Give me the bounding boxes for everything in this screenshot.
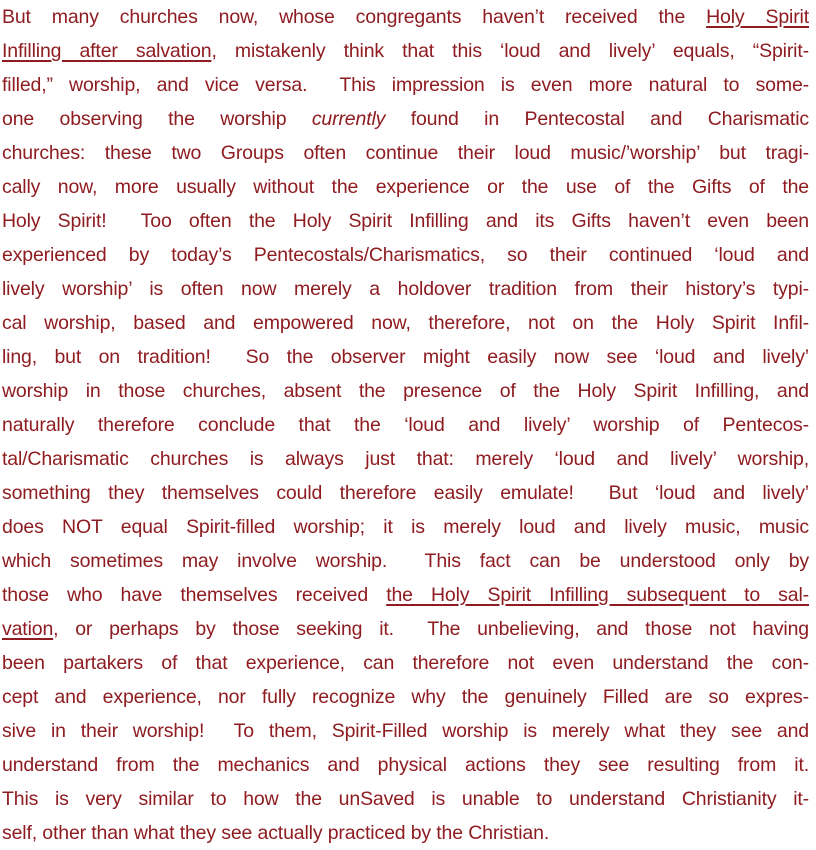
text-line <box>2 442 809 476</box>
text-run: tal/Charismatic churches is always just that: merely ‘loud and lively’ worship, <box>2 448 809 470</box>
text-line <box>2 204 809 238</box>
text-line <box>2 408 809 442</box>
text-run: found in Pentecostal and Charismatic <box>385 108 809 130</box>
text-run: understand from the mechanics and physical actions they see resulting from it. <box>2 754 809 776</box>
text-line <box>2 306 809 340</box>
text-line <box>2 68 809 102</box>
text-run: experienced by today’s Pentecostals/Charismatics, so their continued ‘loud and <box>2 244 809 266</box>
text-run: cal worship, based and empowered now, therefore, not on the Holy Spirit Infil- <box>2 312 809 334</box>
text-run: lively worship’ is often now merely a holdover tradition from their history’s typi- <box>2 278 809 300</box>
text-line <box>2 578 809 612</box>
text-line <box>2 748 809 782</box>
text-run: something they themselves could therefore easily emulate! But ‘loud and lively’ <box>2 482 809 504</box>
text-run: filled,” worship, and vice versa. This impression is even more natural to some- <box>2 74 809 96</box>
text-line <box>2 34 809 68</box>
underlined-phrase: Infilling after salvation <box>2 40 212 62</box>
text-run: , or perhaps by those seeking it. The unbelieving, and those not having <box>53 618 809 640</box>
text-run: This is very similar to how the unSaved is unable to understand Christianity it- <box>2 788 809 810</box>
text-line <box>2 782 809 816</box>
text-line <box>2 170 809 204</box>
text-run: been partakers of that experience, can therefore not even understand the con- <box>2 652 809 674</box>
text-line <box>2 136 809 170</box>
text-line <box>2 272 809 306</box>
text-run: those who have themselves received <box>2 584 387 606</box>
text-run: does NOT equal Spirit-filled worship; it is merely loud and lively music, music <box>2 516 809 538</box>
text-run: , mistakenly think that this ‘loud and lively’ equals, “Spirit- <box>211 40 809 62</box>
text-run: cally now, more usually without the experience or the use of the Gifts of the <box>2 176 809 198</box>
text-run: one observing the worship <box>2 108 312 130</box>
underlined-phrase: vation <box>2 618 54 640</box>
italic-word: currently <box>311 108 386 130</box>
text-line <box>2 612 809 646</box>
text-line <box>2 646 809 680</box>
text-run: sive in their worship! To them, Spirit-Filled worship is merely what they see and <box>2 720 809 742</box>
text-line <box>2 340 809 374</box>
text-line <box>2 680 809 714</box>
text-line <box>2 816 809 850</box>
text-line <box>2 102 809 136</box>
text-line <box>2 374 809 408</box>
text-run: which sometimes may involve worship. This fact can be understood only by <box>2 550 809 572</box>
underlined-phrase: the Holy Spirit Infilling subsequent to sal- <box>386 584 809 606</box>
text-line <box>2 476 809 510</box>
text-run: churches: these two Groups often continue their loud music/’worship’ but tragi- <box>2 142 809 164</box>
text-line <box>2 510 809 544</box>
text-line <box>2 714 809 748</box>
text-line <box>2 238 809 272</box>
text-run: naturally therefore conclude that the ‘loud and lively’ worship of Pentecos- <box>2 414 809 436</box>
text-run: But many churches now, whose congregants haven’t received the <box>2 6 707 28</box>
text-run: self, other than what they see actually practiced by the Christian. <box>2 822 550 844</box>
text-run: cept and experience, nor fully recognize why the genuinely Filled are so expres- <box>2 686 809 708</box>
text-line <box>2 544 809 578</box>
text-run: worship in those churches, absent the presence of the Holy Spirit Infilling, and <box>2 380 809 402</box>
text-line <box>2 0 809 34</box>
text-run: ling, but on tradition! So the observer might easily now see ‘loud and lively’ <box>2 346 809 368</box>
underlined-phrase: Holy Spirit <box>706 6 809 28</box>
text-run: Holy Spirit! Too often the Holy Spirit Infilling and its Gifts haven’t even been <box>2 210 809 232</box>
